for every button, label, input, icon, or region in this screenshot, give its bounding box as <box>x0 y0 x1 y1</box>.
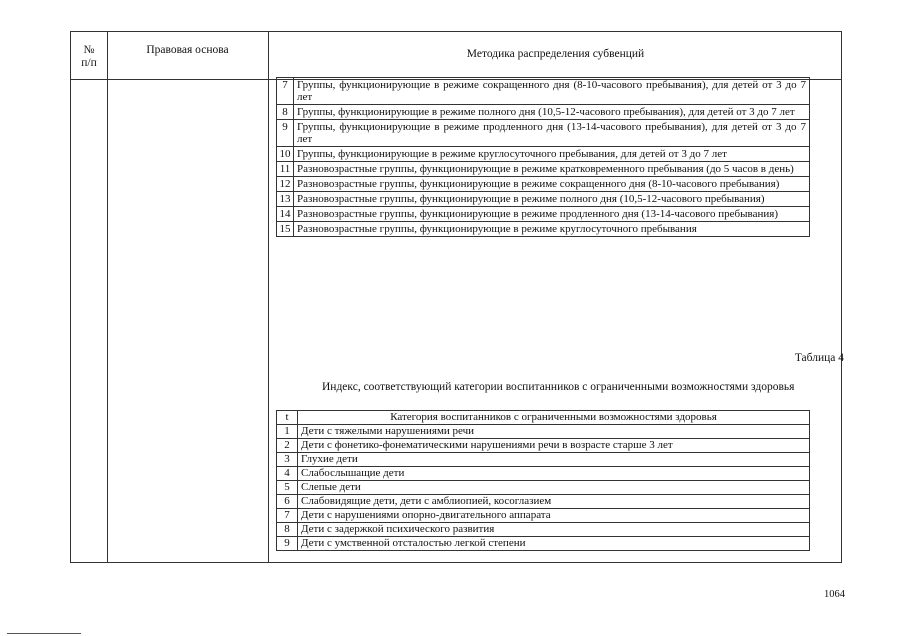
header-category: Категория воспитанников с ограниченными возможностями здоровья <box>298 411 810 425</box>
row-text: Дети с нарушениями опорно-двигательного аппарата <box>298 509 810 523</box>
column-divider <box>107 32 108 562</box>
header-col-number <box>71 32 107 79</box>
row-number: 9 <box>277 537 298 551</box>
table-row <box>277 439 810 453</box>
row-text: Группы, функционирующие в режиме продленного дня (13-14-часового пребывания), для детей от 3 до 7 лет <box>294 120 810 147</box>
table-row <box>277 467 810 481</box>
row-text: Разновозрастные группы, функционирующие в режиме круглосуточного пребывания <box>294 222 810 237</box>
row-number: 9 <box>277 120 294 147</box>
header-col-method <box>268 32 843 79</box>
header-num-line2: п/п <box>81 57 97 69</box>
row-number: 3 <box>277 453 298 467</box>
table-row <box>277 192 810 207</box>
row-text: Дети с фонетико-фонематическими нарушениями речи в возрасте старше 3 лет <box>298 439 810 453</box>
row-text: Дети с задержкой психического развития <box>298 523 810 537</box>
row-text: Разновозрастные группы, функционирующие в режиме сокращенного дня (8-10-часового пребывания) <box>294 177 810 192</box>
row-text: Группы, функционирующие в режиме круглосуточного пребывания, для детей от 3 до 7 лет <box>294 147 810 162</box>
column-divider <box>268 32 269 562</box>
row-number: 15 <box>277 222 294 237</box>
row-number: 4 <box>277 467 298 481</box>
table-row <box>277 222 810 237</box>
table-row <box>277 162 810 177</box>
page-number: 1064 <box>824 589 845 600</box>
row-text: Группы, функционирующие в режиме полного дня (10,5-12-часового пребывания), для детей от 3 до 7 лет <box>294 105 810 120</box>
row-text: Слабовидящие дети, дети с амблиопией, косоглазием <box>298 495 810 509</box>
row-text: Дети с тяжелыми нарушениями речи <box>298 425 810 439</box>
table-row <box>277 523 810 537</box>
row-number: 14 <box>277 207 294 222</box>
table-label: Таблица 4 <box>794 352 844 364</box>
row-number: 6 <box>277 495 298 509</box>
table-row <box>277 120 810 147</box>
table-row <box>277 207 810 222</box>
table-caption: Индекс, соответствующий категории воспитанников с ограниченными возможностями здоровья <box>322 381 795 393</box>
index-table <box>276 410 810 551</box>
row-text: Разновозрастные группы, функционирующие в режиме кратковременного пребывания (до 5 часов в день) <box>294 162 810 177</box>
table-row <box>277 495 810 509</box>
row-number: 7 <box>277 509 298 523</box>
row-number: 12 <box>277 177 294 192</box>
row-text: Дети с умственной отсталостью легкой степени <box>298 537 810 551</box>
row-text: Глухие дети <box>298 453 810 467</box>
row-text: Разновозрастные группы, функционирующие в режиме полного дня (10,5-12-часового пребывания) <box>294 192 810 207</box>
row-number: 7 <box>277 78 294 105</box>
row-number: 13 <box>277 192 294 207</box>
row-number: 11 <box>277 162 294 177</box>
row-number: 8 <box>277 105 294 120</box>
table-header-row <box>277 411 810 425</box>
table-row <box>277 177 810 192</box>
row-text: Разновозрастные группы, функционирующие в режиме продленного дня (13-14-часового пребывания) <box>294 207 810 222</box>
row-text: Слабослышащие дети <box>298 467 810 481</box>
header-t: t <box>277 411 298 425</box>
header-num-line1: № <box>83 44 95 56</box>
header-method-label: Методика распределения субвенций <box>466 48 645 60</box>
table-row <box>277 147 810 162</box>
header-col-basis <box>107 32 268 79</box>
row-number: 5 <box>277 481 298 495</box>
table-row <box>277 509 810 523</box>
table-row <box>277 481 810 495</box>
row-number: 2 <box>277 439 298 453</box>
table-row <box>277 537 810 551</box>
table-row <box>277 78 810 105</box>
row-text: Слепые дети <box>298 481 810 495</box>
footer-rule <box>7 633 81 634</box>
table-row <box>277 105 810 120</box>
row-number: 10 <box>277 147 294 162</box>
table-row <box>277 453 810 467</box>
row-number: 8 <box>277 523 298 537</box>
groups-table <box>276 77 810 237</box>
header-basis-label: Правовая основа <box>146 44 229 56</box>
table-row <box>277 425 810 439</box>
row-text: Группы, функционирующие в режиме сокращенного дня (8-10-часового пребывания), для детей от 3 до 7 лет <box>294 78 810 105</box>
row-number: 1 <box>277 425 298 439</box>
